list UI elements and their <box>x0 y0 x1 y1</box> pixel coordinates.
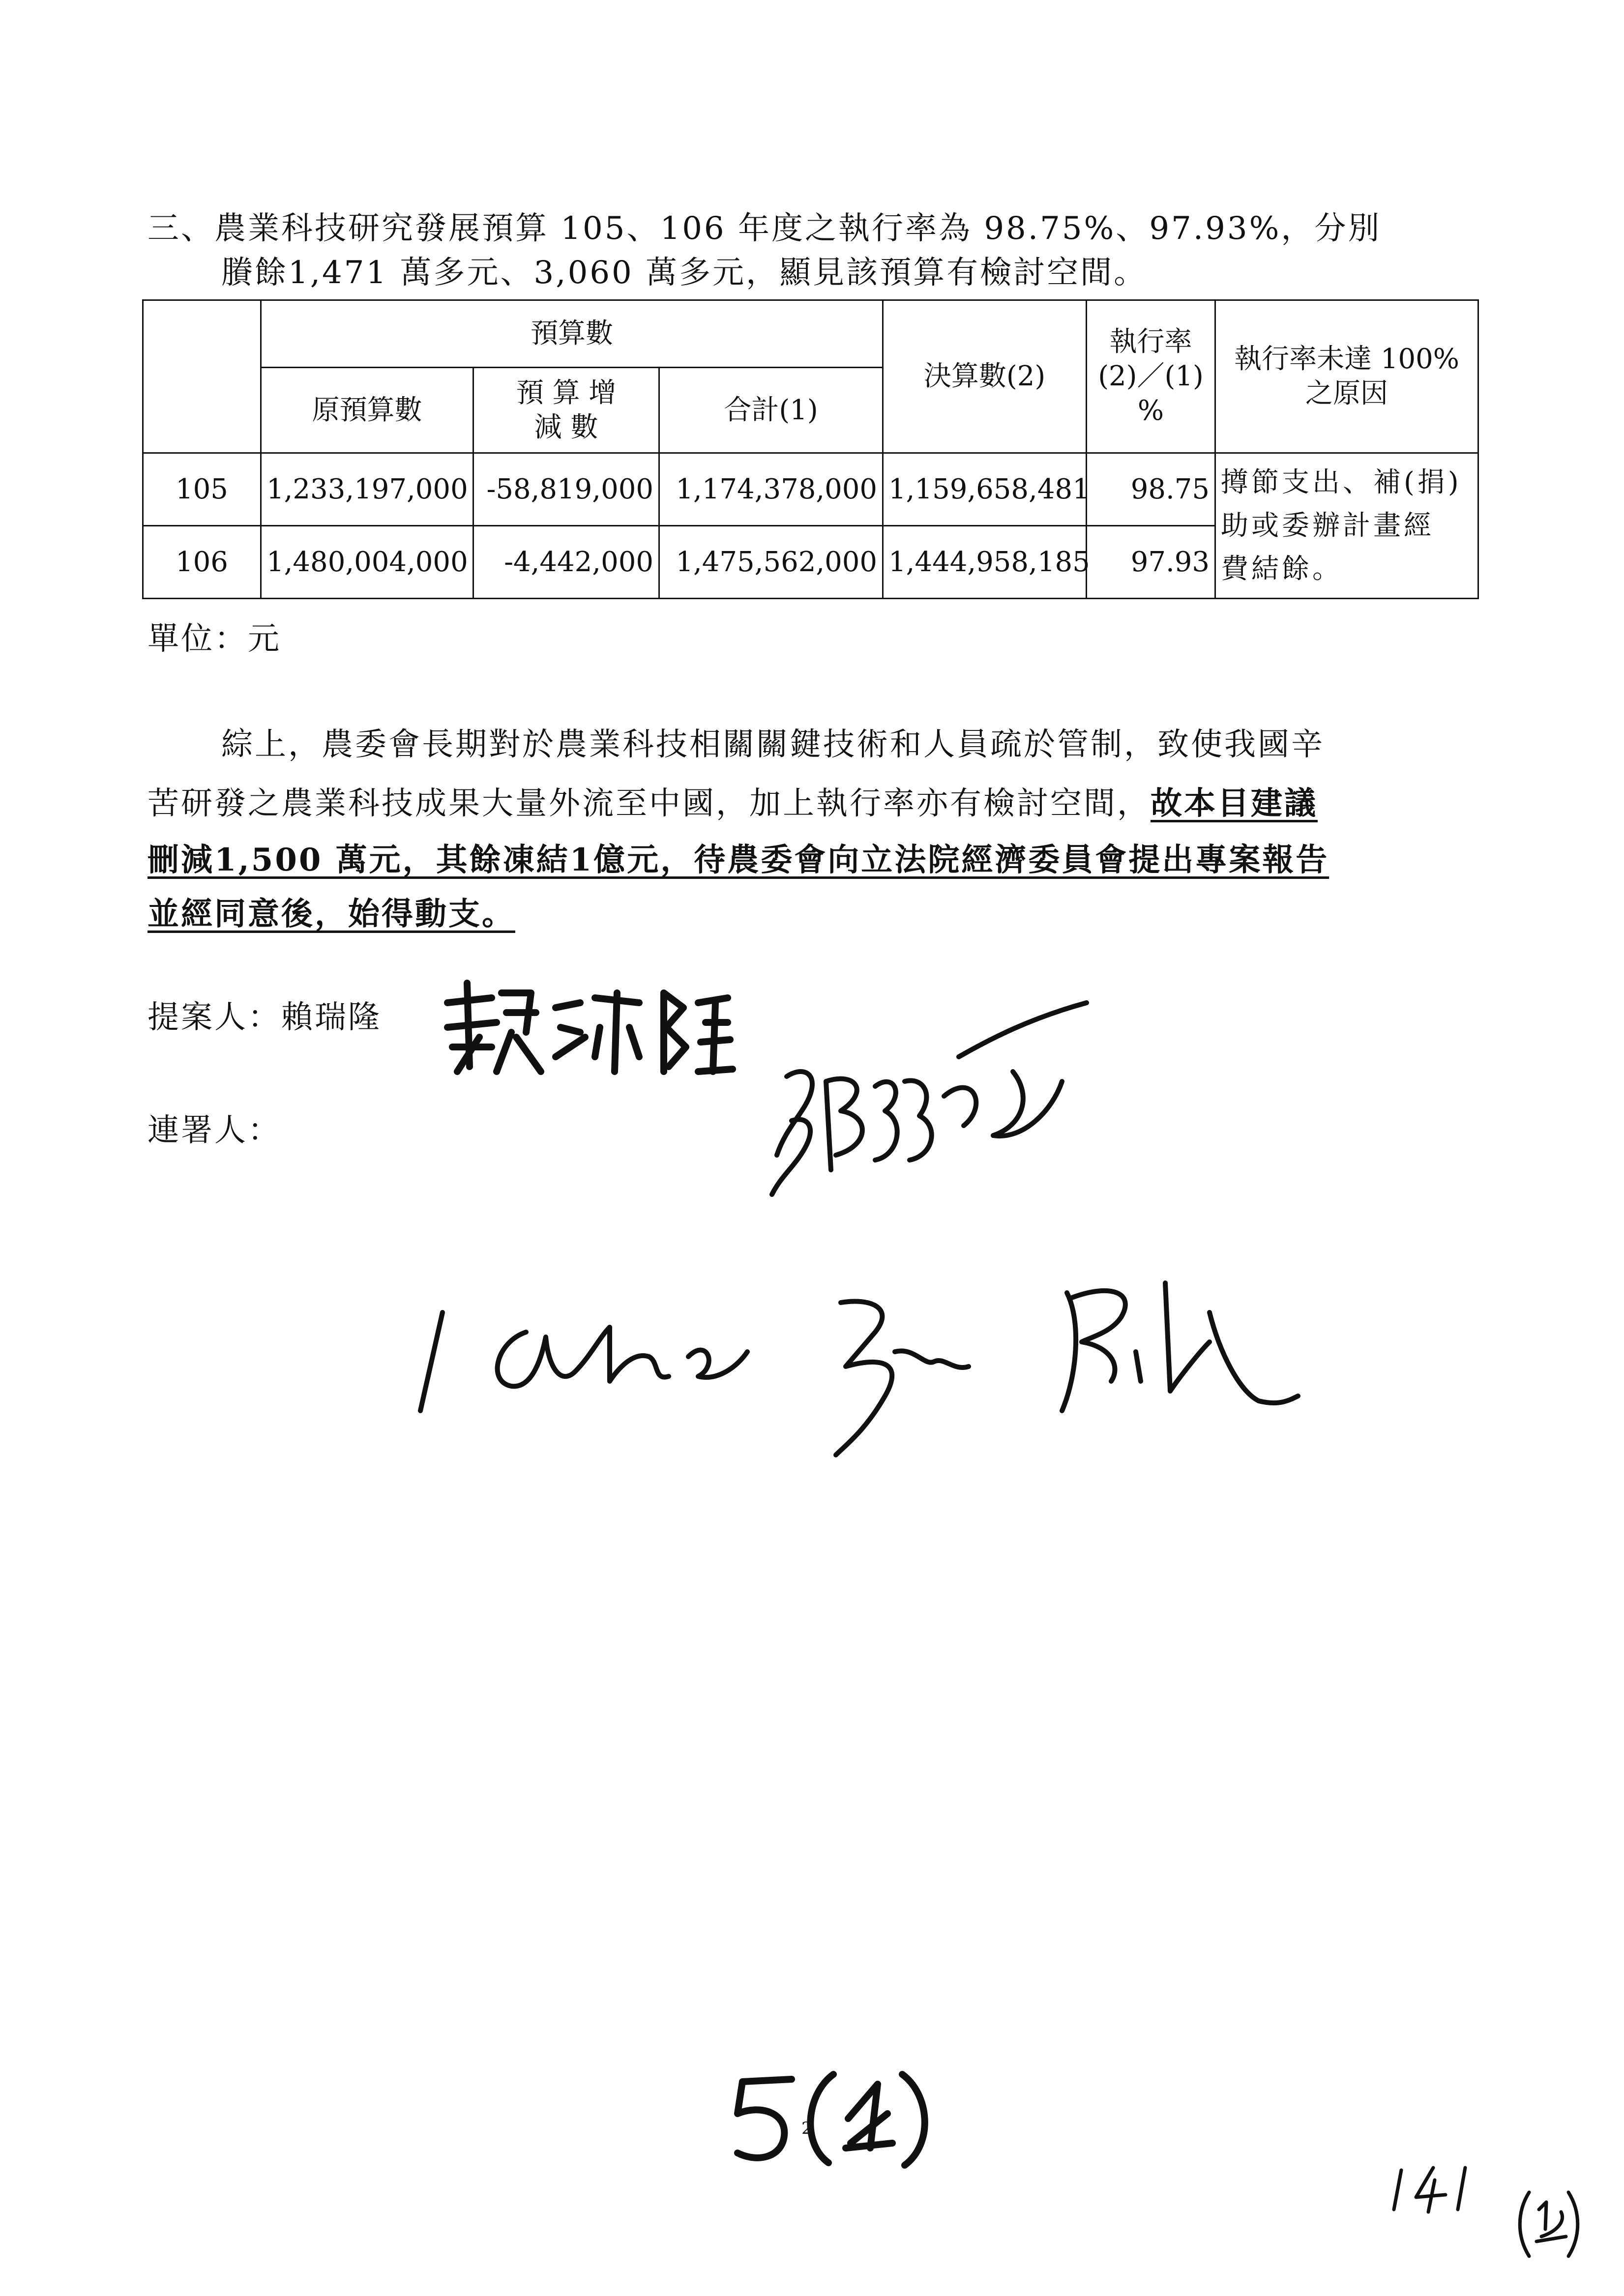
header-rate <box>1087 300 1215 453</box>
section-line-1: 三、農業科技研究發展預算 105、106 年度之執行率為 98.75%、97.93%，分別 <box>148 210 1382 247</box>
cosigner-label: 連署人： <box>148 1112 281 1149</box>
row-rate: 98.75 <box>1087 453 1215 526</box>
row-total: 1,475,562,000 <box>659 526 883 599</box>
corner-mark <box>1512 2182 1586 2261</box>
reason-line-1: 撙節支出、補(捐) <box>1221 466 1462 498</box>
conclusion-line-2-plain: 苦研發之農業科技成果大量外流至中國，加上執行率亦有檢討空間， <box>148 785 1151 822</box>
header-total: 合計(1) <box>659 368 883 453</box>
handwritten-page-number <box>1387 2163 1475 2217</box>
row-final: 1,159,658,481 <box>883 453 1087 526</box>
conclusion-line-4: 並經同意後，始得動支。 <box>148 896 515 932</box>
header-original: 原預算數 <box>261 368 473 453</box>
header-reason <box>1215 300 1478 453</box>
reason-cell <box>1215 453 1478 599</box>
row-original: 1,233,197,000 <box>261 453 473 526</box>
budget-table <box>142 299 1479 599</box>
unit-label: 單位：元 <box>148 621 281 657</box>
header-rate-line-1: 執行率 <box>1109 326 1192 358</box>
reason-line-2: 助或委辦計畫經 <box>1221 509 1435 542</box>
proposer-signature <box>433 973 738 1081</box>
row-adjust: -4,442,000 <box>473 526 659 599</box>
row-year: 105 <box>143 453 261 526</box>
page-number: 2 <box>801 2119 812 2138</box>
row-rate: 97.93 <box>1087 526 1215 599</box>
row-adjust: -58,819,000 <box>473 453 659 526</box>
section-line-2: 賸餘1,471 萬多元、3,060 萬多元，顯見該預算有檢討空間。 <box>221 255 1148 291</box>
row-final: 1,444,958,185 <box>883 526 1087 599</box>
cosigner-signature-2 <box>413 1253 1367 1460</box>
header-rate-line-2: (2)／(1) <box>1098 360 1204 392</box>
header-adjust-line-1: 預 算 增 <box>516 377 617 409</box>
header-reason-line-2: 之原因 <box>1305 378 1388 409</box>
header-budget-group: 預算數 <box>261 300 883 368</box>
header-adjust-line-2: 減 數 <box>534 411 598 443</box>
reason-line-3: 費結餘。 <box>1221 552 1343 585</box>
conclusion-line-1: 綜上，農委會長期對於農業科技相關關鍵技術和人員疏於管制，致使我國辛 <box>221 727 1325 763</box>
row-original: 1,480,004,000 <box>261 526 473 599</box>
proposer-label: 提案人：賴瑞隆 <box>148 999 382 1036</box>
header-rate-line-3: % <box>1137 395 1164 427</box>
cosigner-signature-1 <box>757 998 1101 1229</box>
header-reason-line-1: 執行率未達 100% <box>1234 343 1459 375</box>
conclusion-line-2 <box>148 782 1318 826</box>
conclusion-line-2-bold: 故本目建議 <box>1151 785 1318 822</box>
row-total: 1,174,378,000 <box>659 453 883 526</box>
page-mark <box>728 2064 954 2173</box>
header-adjust <box>473 368 659 453</box>
header-final: 決算數(2) <box>883 300 1087 453</box>
conclusion-line-3: 刪減1,500 萬元，其餘凍結1億元，待農委會向立法院經濟委員會提出專案報告 <box>148 842 1329 878</box>
corner-cell <box>143 300 261 453</box>
table-row <box>143 453 1478 526</box>
row-year: 106 <box>143 526 261 599</box>
